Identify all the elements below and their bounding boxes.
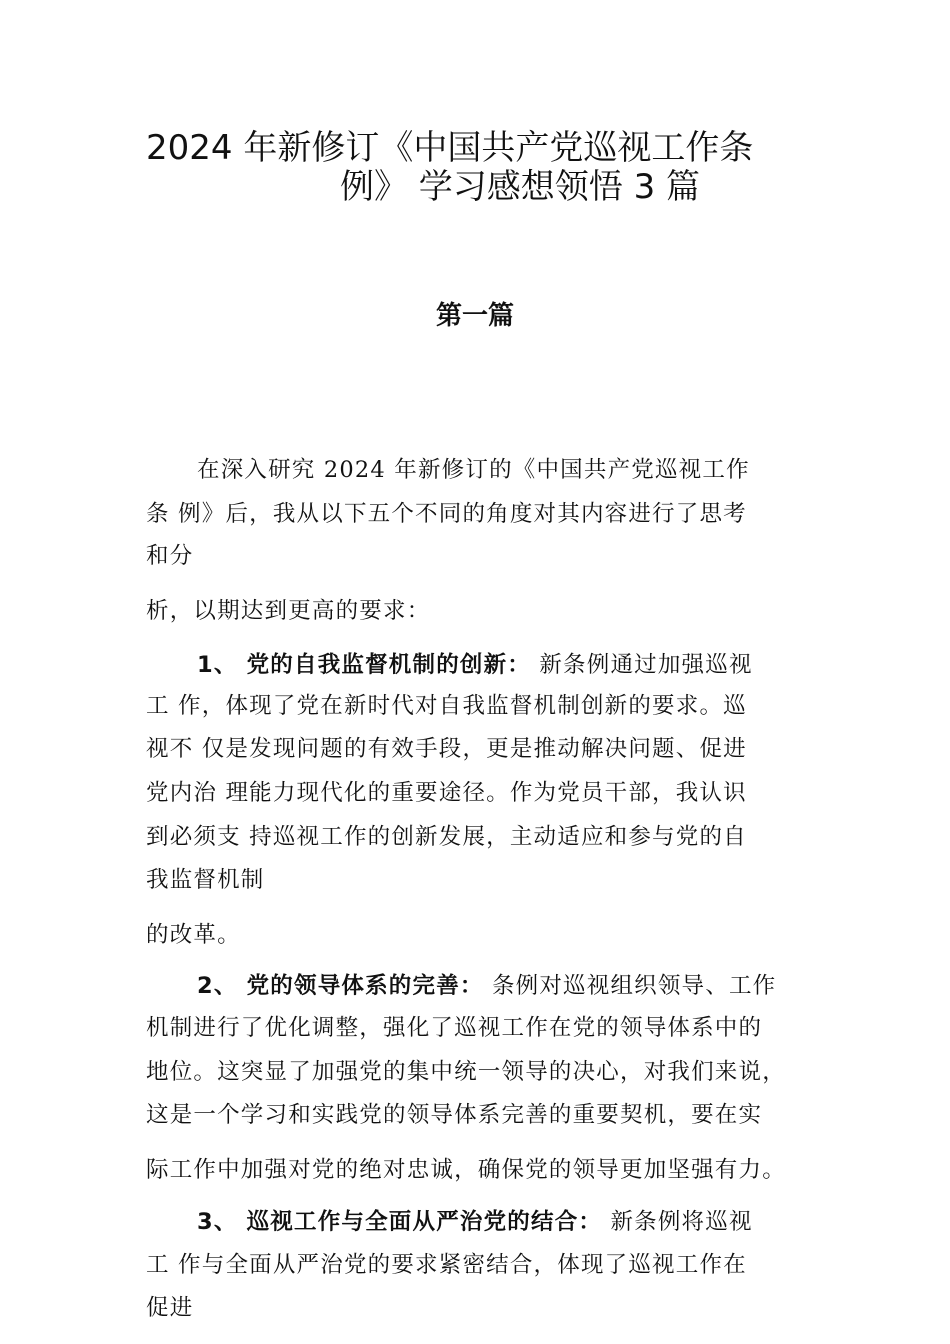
point-2-line-3: 地位。这突显了加强党的集中统一领导的决心，对我们来说， [146, 1059, 786, 1085]
document-title-line-1: 2024 年新修订《中国共产党巡视工作条 [146, 128, 754, 168]
point-1-line-2: 工 作，体现了党在新时代对自我监督机制创新的要求。巡 [146, 693, 747, 719]
point-1-heading: 1、 党的自我监督机制的创新： [197, 652, 531, 678]
point-3-text: 新条例将巡视 [602, 1209, 753, 1235]
point-3-line-3: 促进 [146, 1295, 194, 1321]
point-1-line-5: 到必须支 持巡视工作的创新发展，主动适应和参与党的自 [146, 824, 747, 850]
point-1-line-4: 党内治 理能力现代化的重要途径。作为党员干部，我认识 [146, 780, 747, 806]
point-2-heading: 2、 党的领导体系的完善： [197, 973, 484, 999]
point-1-line-6: 我监督机制 [146, 867, 265, 893]
point-1-text: 新条例通过加强巡视 [531, 652, 753, 678]
intro-line-3: 和分 [146, 543, 194, 569]
point-3-line-1 [197, 1207, 753, 1237]
intro-line-4: 析，以期达到更高的要求： [146, 598, 431, 624]
point-2-text: 条例对巡视组织领导、工作 [483, 973, 777, 999]
point-3-heading: 3、 巡视工作与全面从严治党的结合： [197, 1209, 603, 1235]
point-2-line-2: 机制进行了优化调整，强化了巡视工作在党的领导体系中的 [146, 1015, 763, 1041]
point-1-line-7: 的改革。 [146, 922, 241, 948]
point-2-line-4: 这是一个学习和实践党的领导体系完善的重要契机，要在实 [146, 1102, 763, 1128]
intro-line-2: 条 例》后，我从以下五个不同的角度对其内容进行了思考 [146, 501, 747, 527]
point-3-line-2: 工 作与全面从严治党的要求紧密结合，体现了巡视工作在 [146, 1252, 747, 1278]
intro-line-1: 在深入研究 2024 年新修订的《中国共产党巡视工作 [197, 457, 750, 483]
point-1-line-1 [197, 650, 753, 680]
point-2-line-1 [197, 971, 776, 1001]
section-heading: 第一篇 [435, 301, 514, 331]
point-2-line-5: 际工作中加强对党的绝对忠诚，确保党的领导更加坚强有力。 [146, 1157, 786, 1183]
document-title-line-2: 例》 学习感想领悟 3 篇 [340, 167, 701, 207]
point-1-line-3: 视不 仅是发现问题的有效手段，更是推动解决问题、促进 [146, 736, 747, 762]
